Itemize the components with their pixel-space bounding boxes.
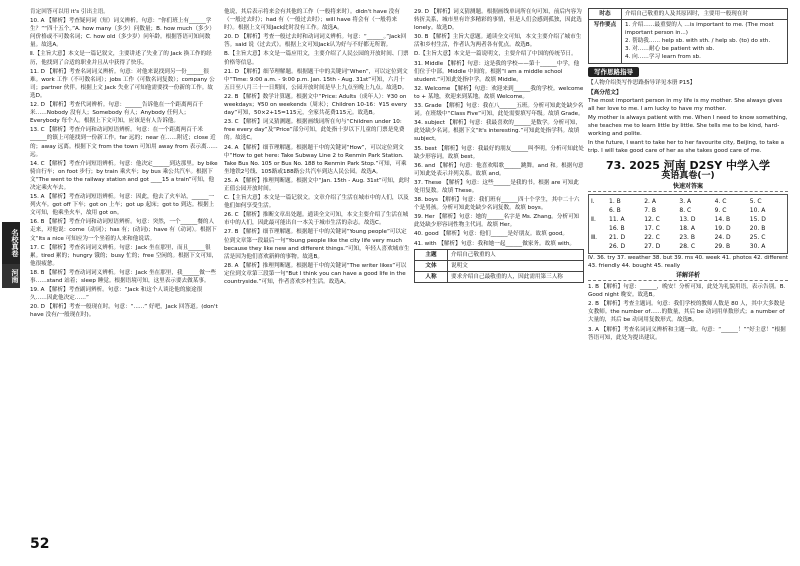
paragraph: 19. A 【解析】考查副词辨析。句意：“Jack 和这个人谈论他的旅途很久……因此他决定……”	[30, 287, 203, 302]
answer-item: 19. D	[714, 224, 731, 232]
table-key: 主题	[415, 249, 448, 260]
sample-label: 【高分范文】	[588, 89, 622, 96]
answer-item: 5. C	[749, 197, 762, 205]
exam-title: 73. 2025 河南 D2SY 中学入学	[605, 158, 771, 172]
detail-heading: 详解详析	[588, 272, 788, 281]
answer-item: 18. A	[679, 224, 695, 232]
paragraph: 40. good 【解析】句意：他们______是好朋友。故填 good。	[414, 231, 568, 238]
phrase-item: 3. 对……耐心 be patient with sb.	[625, 46, 715, 53]
answer-item: 4. C	[714, 197, 727, 205]
table-row	[415, 249, 584, 260]
paragraph: 35. best 【解析】句意：我最好的朋友______叫李明。分析可知此处缺少形容词。故填 best。	[414, 145, 584, 160]
answer-item: 22. C	[644, 233, 660, 241]
answer-item: 23. B	[679, 233, 695, 241]
answer-row	[591, 242, 785, 251]
paragraph: 20. D 【解析】考查一般过去时和动词词义辨析。句意：“______。”Jack回答。said 说（过去式）。根据上文可知Jack认为好与不好都无所谓。	[224, 34, 407, 49]
paragraph: 12. D 【解析】考查代词辨析。句意：______告诉他在一个距离两百千米……Nobody 没有人；Somebody 有人；Anybody 任何人；Everybody 每个人。根据上下文可知，应该是有人告诉他。	[30, 102, 204, 125]
answer-row-label	[591, 242, 609, 251]
paragraph: 20. D 【解析】考查一般现在时。句意：“......” 好吧，Jack 回答道。(don't have 没有/一般现在时)。	[30, 304, 218, 319]
paragraph: Ⅱ.【主旨大意】本文是一篇记叙文，主要讲述了失业了的 Jack 换工作的经历，他找到了合适的职业并且从中获得了快乐。	[30, 51, 212, 66]
paragraph: 16. B 【解析】考查介词和动词短语辨析。句意：突然，一个______餐的人走来，对他说：come（动词）；has 有；(动词)；have 有（动词）。根据下文“Its a nice 可知应为一个坐着的人来和他说话。	[30, 219, 217, 242]
page-number: 52	[30, 536, 50, 552]
answer-item: 16. B	[609, 224, 625, 232]
paragraph: B.【主旨大意】本文是一篇应用文，主要介绍了人民公园的开放时间、门票价格等信息。	[224, 51, 409, 66]
answer-row	[591, 224, 785, 233]
paragraph: C.【主旨大意】本文是一篇记叙文。文章介绍了生活在城市中的人们，以及他们如何享受生活。	[224, 195, 409, 210]
column-4	[588, 8, 788, 553]
paragraph: 36. and 【解析】句意：他喜欢唱歌______跳舞。and 和。根据句意可知此处表示并列关系。故填 and。	[414, 162, 584, 177]
paragraph: 肯定回答可以用 it's 引出主语。	[30, 9, 109, 15]
answer-row-label	[591, 224, 609, 233]
table-key: 时态	[589, 9, 622, 20]
table-row	[415, 271, 584, 282]
answer-item: 11. A	[609, 215, 625, 223]
answer-item: 25. C	[749, 233, 766, 241]
answer-row	[591, 197, 785, 206]
answer-item: 3. A	[679, 197, 692, 205]
paragraph: 21. D 【解析】细节理解题。根据题干中的关键词“When”，可以定位到文中“Time: 9:00 a.m. - 9:00 p.m. Jan. 15th - Aug. 31st”可知，六月十五日至八月三十一日期间，公园开放时间是早上九点至晚上九点。故选D。	[224, 68, 408, 91]
detail-paragraph: 3. A 【解析】考查名词词义辨析和主题一致。句意：“______！”“好主意！”根据答语可知，此处为提出建议。	[588, 326, 786, 341]
table-value: 说明文	[448, 260, 584, 271]
table-key: 人称	[415, 271, 448, 282]
answer-row-label: Ⅰ.	[591, 197, 595, 205]
sample-paragraph: My mother is always patient with me. When I need to know something, she teaches me to learn little by little. She tells me to be kind, hard-working and polite.	[588, 115, 788, 138]
column-2	[224, 8, 410, 553]
answer-item: 10. A	[749, 206, 766, 214]
answer-row-label: Ⅱ.	[591, 215, 596, 223]
answer-row-label: Ⅲ.	[591, 233, 598, 241]
detail-paragraph: 2. B 【解析】考查主题词。句意：我们学校的教师人数是 80 人，其中大多数是女教师。the number of……的数量，其后 be 动词用单数形式；a number of 大量的，其后 be 动词用复数形式。故选B。	[588, 301, 785, 324]
answer-item: 12. C	[644, 215, 660, 223]
answer-item: 7. B	[644, 206, 656, 214]
table-row	[415, 260, 584, 271]
answer-item: 26. D	[609, 242, 626, 250]
table-row	[589, 20, 788, 63]
side-tab-title: 名校真卷	[2, 222, 20, 264]
answer-row	[591, 215, 785, 224]
paragraph: 33. Grade 【解析】句意：我在八______五班。分析可知此处缺少名词。在班级中“Class Five”可知，此处需要填写年级。故填 Grade。	[414, 103, 584, 118]
answer-grid	[588, 194, 788, 254]
phrase-item: 2. 帮助我…… help sb. with sth. / help sb. (to) do sth.	[625, 38, 771, 45]
sample-paragraph: In the future, I want to take her to her favourite city, Beijing, to take a trip. I will take good care of her as she takes good care of me.	[588, 140, 785, 155]
paragraph: 32. Welcome 【解析】句意：欢迎来到______我的学校。welcome to + 某地，欢迎来到某地。故填 Welcome。	[414, 85, 584, 100]
side-tab-region: 河南	[2, 264, 20, 288]
table-key: 文体	[415, 260, 448, 271]
writing-guide-subtitle: 【人物介绍类写作思路指导详见本册 P15】	[588, 79, 696, 86]
table-key: 写作要点	[589, 20, 622, 63]
paragraph: 23. C 【解析】词义猜测题。根据画线词所在句与“Children under 10: free every day”及“Price”部分可知，此处指十岁以下儿童的门票是免费的。故选C。	[224, 119, 405, 142]
paragraph: 14. C 【解析】考查介词短语辨析。句意：他决定______到达那里。by bike 骑自行车；on foot 步行；by train 乘火车；by bus 乘公共汽车。根据下文“The went to the railway station and got ____15 a train”可知，他决定乘火车去。	[30, 160, 218, 191]
paragraph: 29. D 【解析】词义猜测题。根据画线单词所在句可知，前后内容为转折关系，城市里有许多精彩的事情，但是人们会感到孤独，因此选 lonely。故选D。	[414, 9, 582, 32]
paragraph: 25. A 【解析】推理判断题。根据文中“Jan. 15th - Aug. 31st”可知，此时正值公园开放时间。	[224, 177, 410, 192]
answer-row	[591, 233, 785, 242]
phrase-item: 1. 介绍……最重要的人 …is important to me. (The most important person in...)	[625, 22, 774, 37]
paragraph: 37. These 【解析】句意：这些______是我的书。根据 are 可知此处用复数。故填 These。	[414, 179, 579, 194]
answer-item: 13. D	[679, 215, 696, 223]
paragraph: 15. A 【解析】考查动词短语辨析。句意：因此，他去了火车站，______一列火车。got off 下车；got on 上车；got up 起床；got to 到达。根据上文可知，他乘坐火车，故用 got on。	[30, 194, 215, 217]
writing-table	[414, 249, 584, 283]
quick-answer-heading: 快速对答案	[588, 183, 788, 192]
paragraph: 41. with 【解析】句意：我和她一起______做家务。故填 with。	[414, 240, 576, 247]
answer-item: 2. A	[644, 197, 656, 205]
paragraph: 28. A 【解析】推理判断题。根据题干中的关键词“The writer likes”可以定位到文章第三段第一句“But I think you can have a good life in the countryside.”可知，作者喜欢乡村生活。故选A。	[224, 262, 407, 285]
answer-item: 14. B	[714, 215, 731, 223]
answer-item: 28. C	[679, 242, 696, 250]
paragraph: 34. subject 【解析】句意：我最喜欢的______是数学。分析可知，此处缺少名词。根据下文“It's interesting.”可知此处指学科。故填 subject。	[414, 120, 581, 143]
paragraph: 31. Middle 【解析】句意：这是我的学校——第十______中学，他们位于中部。Middle 中间的。根据“I am a middle school student.”可知此处指中学。故填 Middle。	[414, 60, 580, 83]
paragraph: 24. A 【解析】细节理解题。根据题干中的关键词“How”，可以定位到文中“How to get here: Take Subway Line 2 to Renmin Park Station. Take Bus No. 105 or Bus No. 188 to Renmin Park Stop.”可知，可乘坐地铁2号线、105路或188路公共汽车到达人民公园。故选A。	[224, 144, 407, 175]
sample-paragraph: The most important person in my life is my mother. She always gives all her love to me. I am lucky to have my mother.	[588, 97, 783, 112]
writing-guide-banner: 写作思路指导	[588, 67, 639, 77]
detail-paragraph: 1. B 【解析】句意：______，晚安！分析可知，此处为礼貌用语，表示告别。B. Good night 晚安。故选B。	[588, 284, 786, 299]
paragraph: 10. A 【解析】考查疑问词（短）词义辨析。句意：“你们班上有______学生？”“四十五个。”A. how many（多少）问数量；B. how much（多少）问价格或不可数名词；C. how old（多少岁）问年龄。根据答语可知问数量。故选A。	[30, 18, 215, 49]
table-value: 介绍自己敬重的人	[448, 249, 584, 260]
answer-item: 30. A	[749, 242, 766, 250]
answer-item: 17. C	[644, 224, 660, 232]
column-3	[414, 8, 584, 553]
paragraph: 11. D 【解析】考查名词词义辨析。句意：对他来说找到另一份______很难。work 工作（不可数名词）；jobs 工作（可数名词复数）；company 公司；partner 伙伴。根据上文 Jack 失业了可知他需要找一份新的工作。故选D。	[30, 68, 215, 99]
phrase-item: 4. 向……学习 learn from sb.	[625, 54, 701, 61]
paragraph: 39. Her 【解析】句意：她的______名字是 Ms. Zhang。分析可知此处缺少形容词性物主代词。故填 Her。	[414, 214, 580, 229]
exam-subtitle: 英语真卷(一)	[661, 170, 715, 181]
table-row	[589, 9, 788, 20]
answer-item: 1. B	[609, 197, 621, 205]
answer-item: 21. D	[609, 233, 626, 241]
paragraph: 38. boys 【解析】句意：我们班有______四十个学生，其中二十六个是男孩。分析可知此处缺少名词复数。故填 boys。	[414, 197, 580, 212]
paragraph: 他说，其后表示将来会有其他的工作（一般将来时）。didn't have 没有（一般过去时）；had 有（一般过去时）；will have 将会有（一般将来时）。根据上文可知Jack此时没有工作。故选A。	[224, 9, 400, 32]
answer-item: 8. C	[679, 206, 692, 214]
paragraph: 22. B 【解析】数学计算题。根据文中“Price: Adults（成年人）：¥30 on weekdays；¥50 on weekends（周末）；Children 10-16：¥15 every day”可知，50×2+15=115元，全家共花费115元。故选B。	[224, 93, 407, 117]
table-value: 要求介绍自己最敬重的人，因此需用第三人称	[448, 271, 584, 282]
table-value: 介绍自己敬重的人及其原因时，主要用一般现在时	[622, 9, 788, 20]
answer-row	[591, 206, 785, 215]
paragraph: D.【主旨大意】本文是一篇说明文，主要介绍了中国的传统节日。	[414, 51, 577, 58]
column-1	[30, 8, 218, 528]
paragraph: 26. C 【解析】推断文章出处题。通读全文可知，本文主要介绍了生活在城市中的人们，因此最可能出自一本关于城市生活的杂志。故选C。	[224, 212, 409, 227]
paragraph: 30. B 【解析】主旨大意题。通读全文可知，本文主要介绍了城市生活和乡村生活，作者认为两者各有优点。故选B。	[414, 34, 582, 49]
answer-item: 24. D	[714, 233, 731, 241]
answer-item: 27. D	[644, 242, 661, 250]
paragraph: 27. B 【解析】细节理解题。根据题干中的关键词“Young people”可以定位到文章第一段最后一句“Young people like the city life very much because they like new and different things.”可知，年轻人喜欢城市生活是因为他们喜欢新鲜的事物。故选B。	[224, 229, 410, 260]
paragraph: 13. C 【解析】考查介词和动词短语辨析。句意：在一个距离两百千米______的镇上可能找到一份新工作。far 远的；near 在……附近；close 近的；away 远离。根据下文 from the town 可知用 away from 表示离……远。	[30, 127, 218, 158]
phrase-cell	[622, 20, 788, 63]
paragraph: 17. C 【解析】考查名词词义辨析。句意：Jack 坐在那里，而且______很累。tired 累的；hungry 饿的；busy 忙的；free 空闲的。根据下文可知，他很疲惫。	[30, 244, 218, 267]
answer-iv: Ⅳ. 36. try 37. weather 38. but 39. ms 40. week 41. photos 42. different 43. friendly 44. bought 45. really	[588, 254, 788, 269]
answer-item: 20. B	[749, 224, 766, 232]
writing-points-table	[588, 8, 788, 64]
answer-row-label	[591, 206, 609, 215]
answer-item: 9. C	[714, 206, 727, 214]
answer-item: 6. B	[609, 206, 621, 214]
answer-item: 15. D	[749, 215, 766, 223]
paragraph: 18. B 【解析】考查动词词义辨析。句意：Jack 坐在那里，我______做一些事……stand 站着；sleep 睡觉。根据语境可知，这里表示要去做某事。	[30, 269, 217, 284]
answer-item: 29. B	[714, 242, 731, 250]
